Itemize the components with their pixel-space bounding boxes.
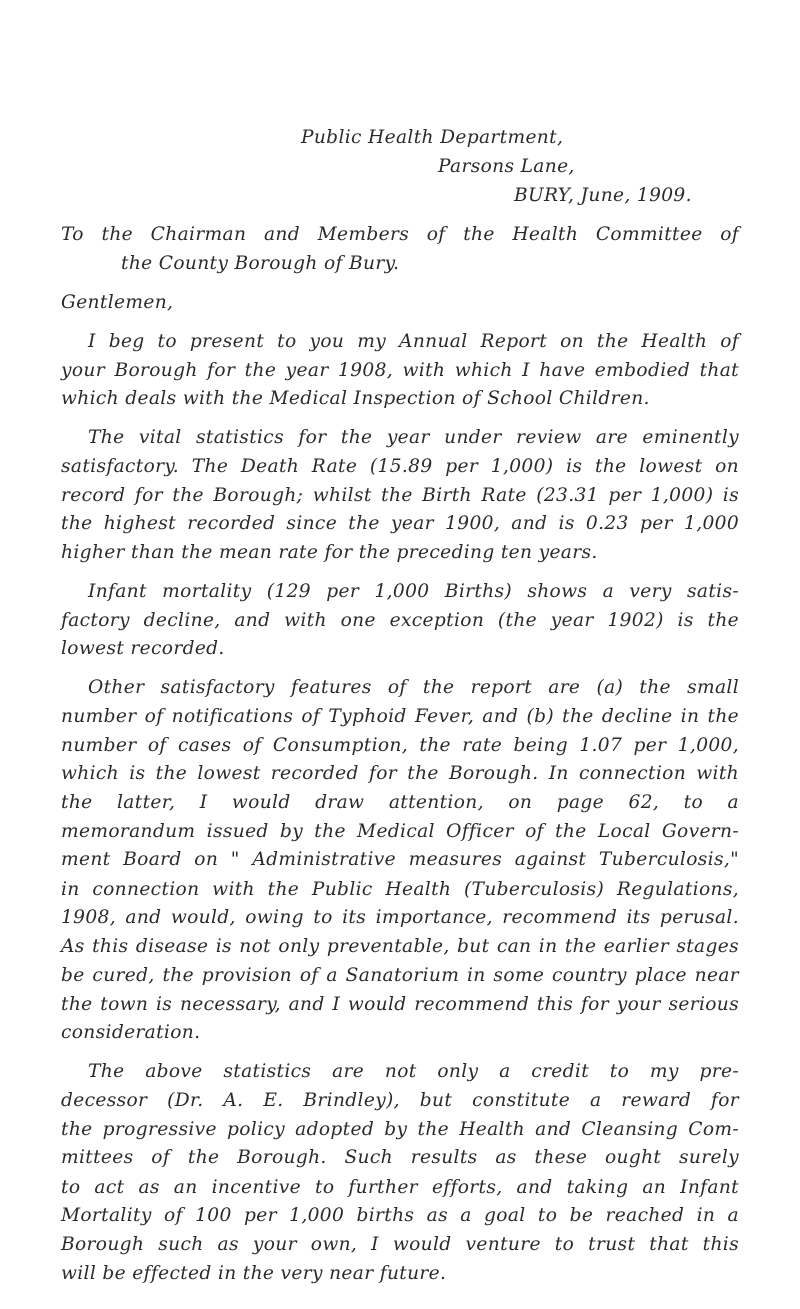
paragraph-5-line: will be effected in the very near future. [61,1263,447,1284]
paragraph-4-line: which is the lowest recorded for the Borough. In connection with [61,763,739,784]
paragraph-1-line: your Borough for the year 1908, with which I have embodied that [61,359,739,381]
paragraph-4-line: in connection with the Public Health (Tuberculosis) Regulations, [61,878,739,900]
paragraph-5-line: The above statistics are not only a credit to my pre- [88,1060,739,1082]
paragraph-5-line: to act as an incentive to further efforts, and taking an Infant [61,1176,739,1198]
paragraph-4-line: consideration. [61,1022,201,1044]
paragraph-4-line: be cured, the provision of a Sanatorium in some country place near [61,965,739,987]
paragraph-4-line: number of notifications of Typhoid Fever, and (b) the decline in the [61,706,739,727]
address-line-town-date: BURY, June, 1909. [514,184,692,206]
paragraph-5-line: Mortality of 100 per 1,000 births as a goal to be reached in a [61,1205,739,1227]
paragraph-5-line: the progressive policy adopted by the Health and Cleansing Com- [61,1118,739,1140]
paragraph-5-line: Borough such as your own, I would venture to trust that this [61,1233,739,1255]
paragraph-4-line: memorandum issued by the Medical Officer of the Local Govern- [61,820,739,842]
paragraph-4-line: As this disease is not only preventable, but can in the earlier stages [61,935,739,957]
paragraph-3-line: factory decline, and with one exception (the year 1902) is the [61,609,739,631]
paragraph-2-line: satisfactory. The Death Rate (15.89 per 1,000) is the lowest on [61,456,739,477]
salutation: Gentlemen, [61,292,174,314]
paragraph-4-line: number of cases of Consumption, the rate being 1.07 per 1,000, [61,734,739,756]
paragraph-4-line: ment Board on " Administrative measures against Tuberculosis," [61,849,739,871]
paragraph-5-line: mittees of the Borough. Such results as these ought surely [61,1147,739,1169]
paragraph-2-line: record for the Borough; whilst the Birth Rate (23.31 per 1,000) is [61,484,739,506]
paragraph-2-line: the highest recorded since the year 1900, and is 0.23 per 1,000 [61,513,739,534]
paragraph-5-line: decessor (Dr. A. E. Brindley), but constitute a reward for [61,1090,739,1112]
paragraph-3-line: lowest recorded. [61,638,225,659]
address-line-street: Parsons Lane, [438,156,575,178]
paragraph-4-line: 1908, and would, owing to its importance, recommend its perusal. [61,907,739,929]
recipient-line-2: the County Borough of Bury. [121,252,400,274]
paragraph-2-line: higher than the mean rate for the preceding ten years. [61,542,598,564]
paragraph-1-line: I beg to present to you my Annual Report on the Health of [88,331,739,352]
paragraph-2-line: The vital statistics for the year under review are eminently [88,426,739,448]
paragraph-4-line: the town is necessary, and I would recommend this for your serious [61,993,739,1015]
recipient-line-1: To the Chairman and Members of the Health Committee of [61,223,739,245]
paragraph-3-line: Infant mortality (129 per 1,000 Births) shows a very satis- [88,581,739,602]
paragraph-1-line: which deals with the Medical Inspection of School Children. [61,388,650,409]
paragraph-4-line: Other satisfactory features of the report are (a) the small [88,676,739,698]
address-line-department: Public Health Department, [301,127,564,148]
paragraph-4-line: the latter, I would draw attention, on page 62, to a [61,792,739,814]
